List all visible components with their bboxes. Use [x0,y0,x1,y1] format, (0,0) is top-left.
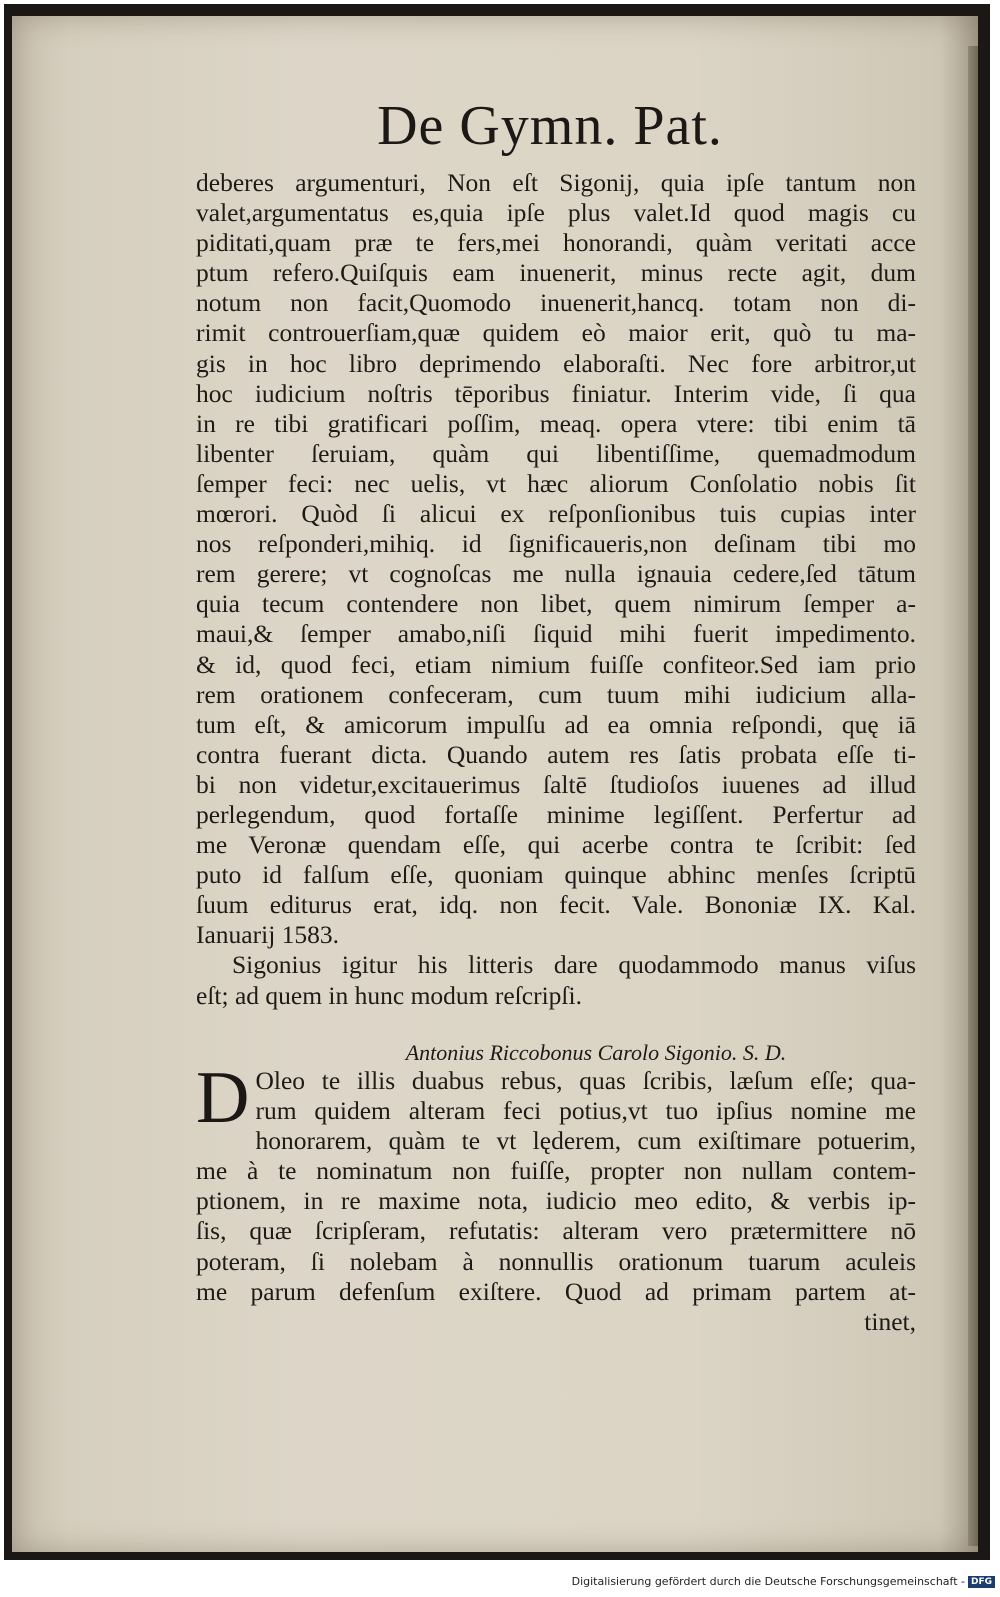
dfg-logo: DFG [968,1576,995,1588]
text-line: ptum refero.Quiſquis eam inuenerit, minus recte agit, dum [196,258,916,288]
text-line: bi non videtur,excitauerimus ſaltē ſtudioſos iuuenes ad illud [196,769,916,799]
text-line: ſis, quæ ſcripſeram, refutatis: alteram vero prætermittere nō [196,1216,916,1246]
text-line: me à te nominatum non fuiſſe, propter non nullam contem- [196,1156,916,1186]
text-line: ſemper feci: nec uelis, vt hæc aliorum Conſolatio nobis ſit [196,468,916,498]
text-line: notum non facit,Quomodo inuenerit,hancq. totam non di- [196,288,916,318]
text-line: Sigonius igitur his litteris dare quodammodo manus viſus [232,950,916,980]
text-line: Oleo te illis duabus rebus, quas ſcribis, læſum eſſe; qua- [255,1066,916,1095]
letter-salutation: Antonius Riccobonus Carolo Sigonio. S. D. [405,1040,787,1065]
text-line: rem gerere; vt cognoſcas me nulla ignauia cedere,ſed tātum [196,559,916,589]
text-line: rimit controuerſiam,quæ quidem eò maior erit, quò tu ma- [196,318,916,348]
text-line: me parum defenſum exiſtere. Quod ad primam partem at- [196,1276,916,1306]
text-line: deberes argumenturi, Non eſt Sigonij, quia ipſe tantum non [196,168,916,197]
text-line: puto id falſum eſſe, quoniam quinque abhinc menſes ſcriptū [196,860,916,890]
text-line: gis in hoc libro deprimendo elaboraſti. Nec fore arbitror,ut [196,348,916,378]
drop-cap: D [196,1057,250,1139]
text-line: honorarem, quàm te vt lęderem, cum exiſtimare potuerim, [255,1126,916,1156]
catchword: tinet, [864,1306,916,1336]
text-line: hoc iudicium noſtris tēporibus finiatur. Interim vide, ſi qua [196,378,916,408]
text-line: quia tecum contendere non libet, quem nimirum ſemper a- [196,589,916,619]
running-head: De Gymn. Pat. [377,95,723,157]
text-line: valet,argumentatus es,quia ipſe plus valet.Id quod magis cu [196,198,916,228]
text-line: & id, quod feci, etiam nimium fuiſſe confiteor.Sed iam prio [196,649,916,679]
text-line: piditati,quam præ te fers,mei honorandi, quàm veritati acce [196,228,916,258]
text-line: ptionem, in re maxime nota, iudicio meo edito, & verbis ip- [196,1186,916,1216]
text-line: rem orationem confeceram, cum tuum mihi iudicium alla- [196,679,916,709]
letter-body [196,168,916,1011]
reply-letter-lines [196,1057,916,1307]
text-line: poteram, ſi nolebam à nonnullis orationum tuarum aculeis [196,1246,916,1276]
text-line: in re tibi gratificari poſſim, meaq. opera vtere: tibi enim tā [196,408,916,438]
credit-text: Digitalisierung gefördert durch die Deutsche Forschungsgemeinschaft - [571,1575,965,1588]
text-line: tum eſt, & amicorum impulſu ad ea omnia reſpondi, quę iā [196,709,916,739]
text-line: perlegendum, quod fortaſſe minime legiſſent. Perfertur ad [196,799,916,829]
text-line: eſt; ad quem in hunc modum reſcripſi. [196,980,582,1010]
text-line: me Veronæ quendam eſſe, qui acerbe contra te ſcribit: ſed [196,830,916,860]
text-line: ſuum editurus erat, idq. non fecit. Vale. Bononiæ IX. Kal. [196,890,916,920]
reply-letter [196,1057,916,1337]
text-line: libenter ſeruiam, quàm qui libentiſſime, quemadmodum [196,438,916,468]
page-edge [968,46,978,1546]
digitization-credit [0,1575,995,1588]
text-line: rum quidem alteram feci potius,vt tuo ipſius nomine me [255,1096,916,1126]
text-line: nos reſponderi,mihiq. id ſignificaueris,non deſinam tibi mo [196,529,916,559]
text-line: Ianuarij 1583. [196,920,340,950]
text-line: contra fuerant dicta. Quando autem res ſatis probata eſſe ti- [196,739,916,769]
text-line: mœrori. Quòd ſi alicui ex reſponſionibus tuis cupias inter [196,499,916,529]
text-line: maui,& ſemper amabo,niſi ſiquid mihi fuerit impedimento. [196,619,916,649]
